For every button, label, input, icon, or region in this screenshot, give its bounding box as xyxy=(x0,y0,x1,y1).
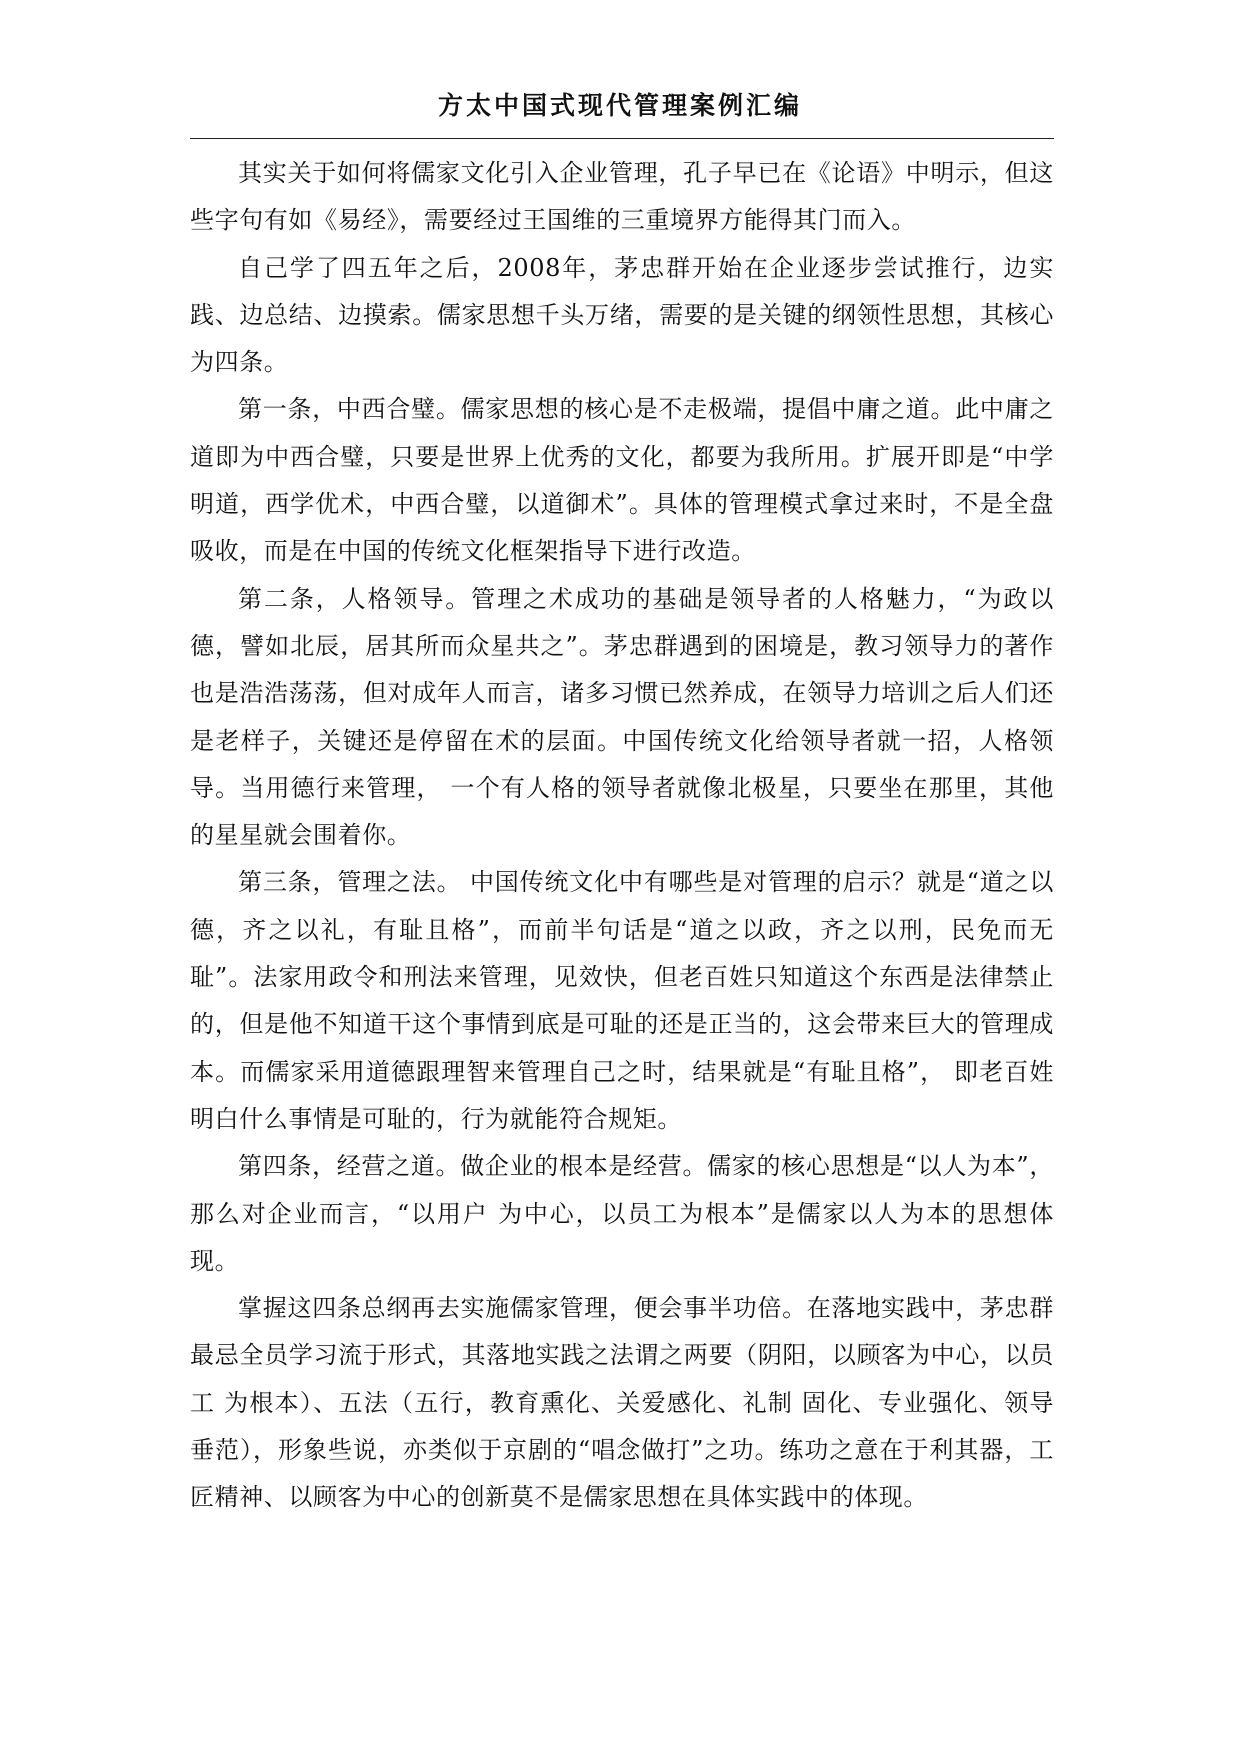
paragraph-1: 其实关于如何将儒家文化引入企业管理，孔子早已在《论语》中明示，但这些字句有如《易经》，需要经过王国维的三重境界方能得其门而入。 xyxy=(190,159,1054,235)
paragraph-7: 掌握这四条总纲再去实施儒家管理，便会事半功倍。在落地实践中，茅忠群最忌全员学习流于形式，其落地实践之法谓之两要（阴阳，以顾客为中心，以员工 为根本）、五法（五行，教育熏化、关爱感化、礼制 固化、专业强化、领导垂范），形象些说，亦类似于京剧的“唱念做打”之功。练功之意在于利其器，工匠精神、以顾客为中心的创新莫不是儒家思想在具体实践中的体现。 xyxy=(190,1294,1054,1512)
header-divider xyxy=(190,138,1054,139)
page-header-title: 方太中国式现代管理案例汇编 xyxy=(437,91,802,120)
document-body xyxy=(190,150,1054,1522)
paragraph-2: 自己学了四五年之后，2008年，茅忠群开始在企业逐步尝试推行，边实践、边总结、边摸索。儒家思想千头万绪，需要的是关键的纲领性思想，其核心为四条。 xyxy=(190,253,1054,377)
paragraph-4: 第二条，人格领导。管理之术成功的基础是领导者的人格魅力，“为政以德，譬如北辰，居其所而众星共之”。茅忠群遇到的困境是，教习领导力的著作也是浩浩荡荡，但对成年人而言，诸多习惯已然养成，在领导力培训之后人们还是老样子，关键还是停留在术的层面。中国传统文化给领导者就一招，人格领导。当用德行来管理， 一个有人格的领导者就像北极星，只要坐在那里，其他的星星就会围着你。 xyxy=(190,584,1054,850)
paragraph-6: 第四条，经营之道。做企业的根本是经营。儒家的核心思想是“以人为本”，那么对企业而言，“以用户 为中心，以员工为根本”是儒家以人为本的思想体现。 xyxy=(190,1152,1054,1275)
paragraph-5: 第三条，管理之法。 中国传统文化中有哪些是对管理的启示？就是“道之以德，齐之以礼，有耻且格”，而前半句话是“道之以政，齐之以刑，民免而无耻”。法家用政令和刑法来管理，见效快，但老百姓只知道这个东西是法律禁止的，但是他不知道干这个事情到底是可耻的还是正当的，这会带来巨大的管理成本。而儒家采用道德跟理智来管理自己之时，结果就是“有耻且格”， 即老百姓明白什么事情是可耻的，行为就能符合规矩。 xyxy=(190,868,1054,1133)
paragraph-3: 第一条，中西合璧。儒家思想的核心是不走极端，提倡中庸之道。此中庸之道即为中西合璧，只要是世界上优秀的文化，都要为我所用。扩展开即是“中学明道，西学优术，中西合璧，以道御术”。具体的管理模式拿过来时，不是全盘吸收，而是在中国的传统文化框架指导下进行改造。 xyxy=(190,395,1054,566)
